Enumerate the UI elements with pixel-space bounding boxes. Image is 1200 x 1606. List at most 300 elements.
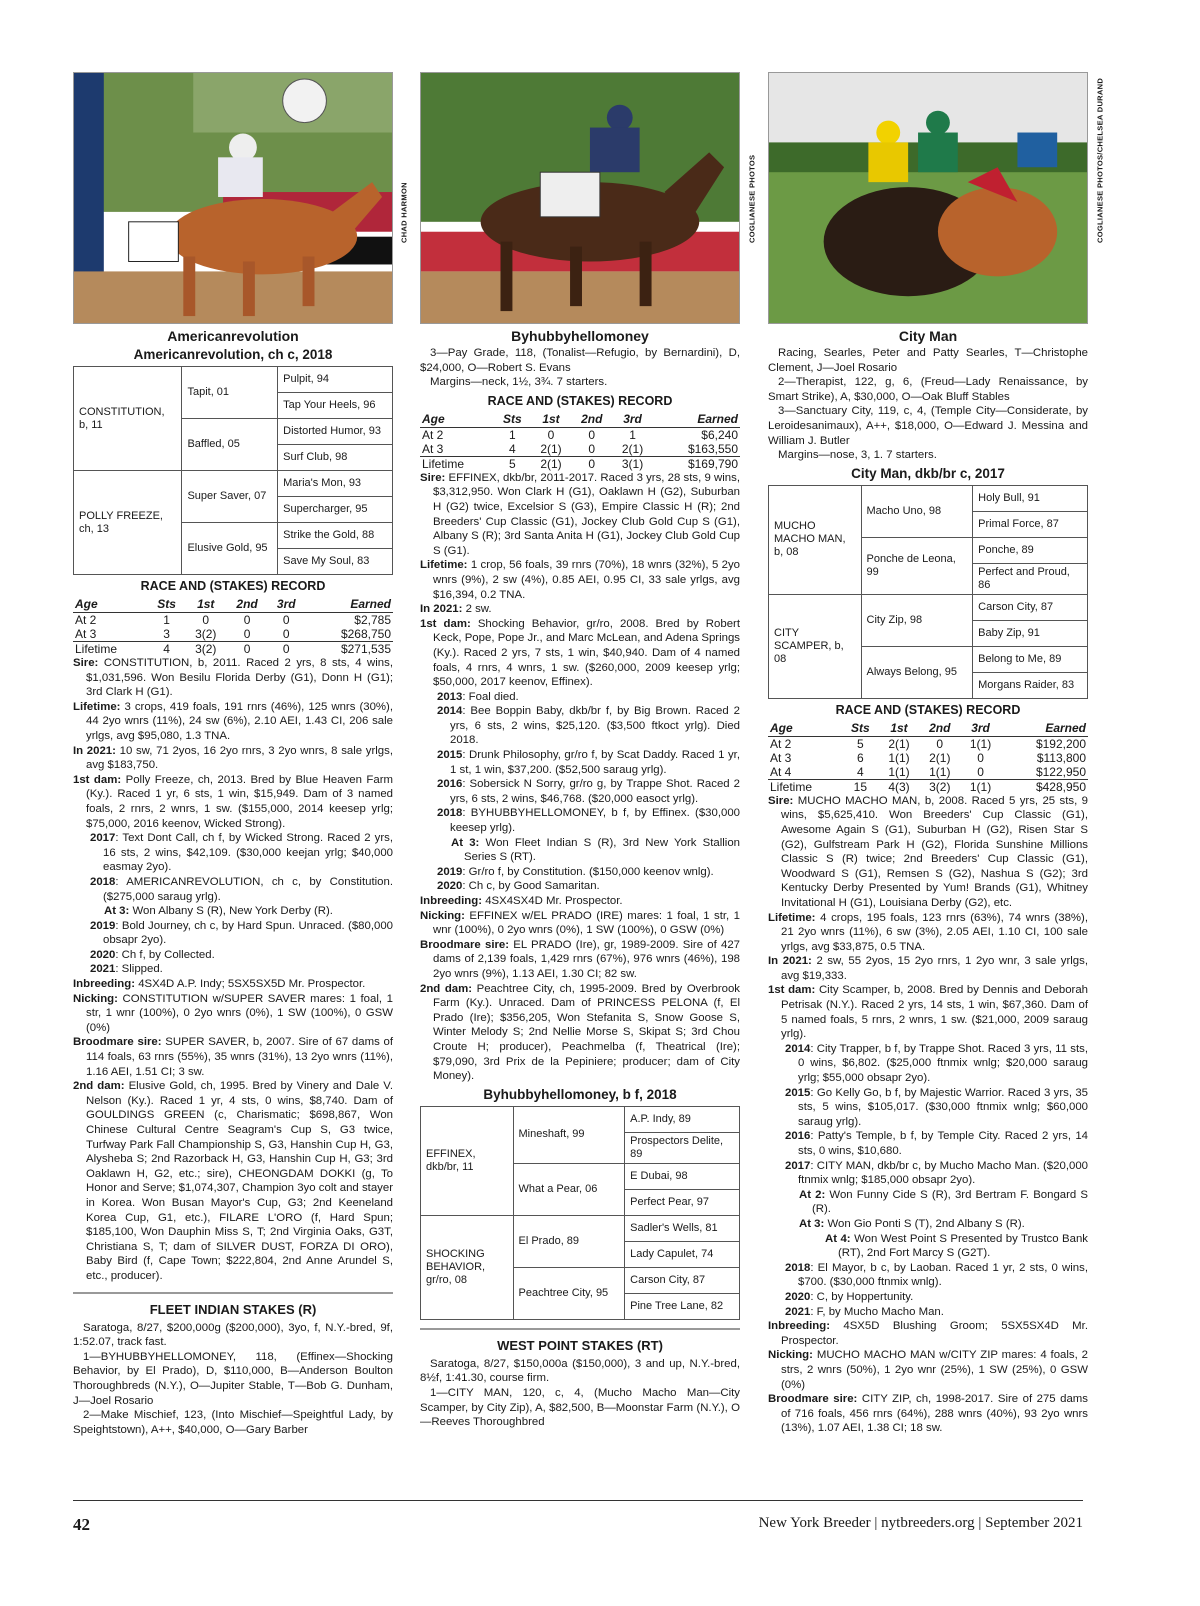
record-cell: 4	[856, 764, 864, 779]
body-paragraph	[73, 992, 393, 1036]
paragraph-text: Won Gio Ponti S (T), 2nd Albany S (R).	[827, 1217, 1025, 1230]
pedigree-dam: SHOCKING BEHAVIOR, gr/ro, 08	[421, 1215, 514, 1319]
pedigree-ancestor: Save My Soul, 83	[278, 549, 393, 575]
pedigree-dam: POLLY FREEZE, ch, 13	[74, 471, 182, 575]
pedigree-ancestor: Pine Tree Lane, 82	[625, 1293, 740, 1319]
paragraph-text: Won West Point S Presented by Trustco Bank (RT), 2nd Fort Marcy S (G2T).	[838, 1232, 1089, 1260]
paragraph-text: 4SX4SX4D Mr. Prospector.	[485, 895, 623, 907]
record-title: RACE AND (STAKES) RECORD	[140, 579, 326, 593]
pedigree-grandparent: What a Pear, 06	[513, 1163, 625, 1215]
record-cell: 1(1)	[969, 736, 992, 751]
paragraph-text: 2 sw.	[465, 603, 492, 616]
pedigree-ancestor: Supercharger, 95	[278, 497, 393, 523]
record-cell: 0	[936, 736, 944, 751]
pedigree-sire: CONSTITUTION, b, 11	[74, 367, 182, 471]
paragraph-text: : Go Kelly Go, b f, by Majestic Warrior. Raced 3 yrs, 35 sts, 5 wins, $105,017. ($30,000 ftnmix wnlg; $60,000 saraug yrlg).	[798, 1086, 1088, 1128]
pedigree-ancestor: Strike the Gold, 88	[278, 523, 393, 549]
record-row	[73, 613, 393, 628]
body-paragraph	[420, 938, 740, 982]
body-text	[420, 471, 740, 1084]
race-record-table	[420, 411, 740, 471]
paragraph-label: 2014	[437, 705, 463, 718]
paragraph-text: MUCHO MACHO MAN, b, 2008. Raced 5 yrs, 25 sts, 9 wins, $5,625,410. Won Breeders' Cup Classic (G1), Awesome Again S (G1), Suburban H (G2), Risen Star S (G2), Gulfstream Park H (G2), Florida Sunshine Millions Classic S (R) twice; 2nd Breeders' Cup Classic (G1), Woodward S (G1), Remsen S (G2), Nashua S (G2); 3rd Kentucky Derby Presented by Yum! Brands (G1), Whitney Invitational H (G1), Louisiana Derby (G2), etc.	[781, 794, 1088, 909]
paragraph-label: Inbreeding:	[768, 1320, 844, 1333]
pedigree-grandparent: Baffled, 05	[182, 419, 278, 471]
page-number: 42	[73, 1515, 90, 1534]
record-cell: 0	[977, 764, 984, 779]
paragraph-label: At 3:	[104, 905, 133, 918]
pedigree-title: City Man, dkb/br c, 2017	[851, 465, 1005, 481]
record-cell: $6,240	[701, 427, 738, 442]
pedigree-grandparent: Macho Uno, 98	[861, 485, 973, 537]
racehorse-photo-icon	[74, 73, 392, 323]
record-header: 1st	[879, 720, 920, 737]
pedigree-ancestor: Distorted Humor, 93	[278, 419, 393, 445]
pedigree-table	[768, 485, 1088, 699]
result-paragraph: Racing, Searles, Peter and Patty Searles, T—Christophe Clement, J—Joel Rosario	[768, 347, 1088, 374]
pedigree-ancestor: Ponche, 89	[973, 537, 1088, 563]
paragraph-label: 2017	[90, 832, 116, 845]
paragraph-text: City Scamper, b, 2008. Bred by Dennis and Deborah Petrisak (N.Y.). Raced 2 yrs, 14 sts, 1 win, $67,360. Dam of 5 named foals, 5 rnrs, 2 wnrs, 1 sw. ($21,000, 2009 saraug yrlg).	[781, 984, 1088, 1041]
record-cell: 3(2)	[919, 779, 960, 794]
record-header-row	[768, 720, 1088, 737]
body-paragraph	[73, 977, 393, 992]
pedigree-ancestor: Carson City, 87	[973, 594, 1088, 620]
pedigree-grandparent: City Zip, 98	[861, 594, 973, 646]
body-paragraph	[768, 1348, 1088, 1392]
record-header-row	[73, 596, 393, 613]
body-paragraph	[420, 690, 740, 705]
record-cell: $163,550	[687, 441, 738, 456]
paragraph-text: : Drunk Philosophy, gr/ro f, by Scat Daddy. Raced 1 yr, 1 st, 1 win, $37,200. ($52,500 saraug yrlg).	[450, 749, 740, 776]
record-cell: 5	[856, 736, 864, 751]
record-cell: 15	[842, 779, 879, 794]
paragraph-label: 2nd dam:	[420, 982, 477, 995]
paragraph-label: Broodmare sire:	[73, 1036, 166, 1049]
result-paragraph: Margins—nose, 3, 1. 7 starters.	[778, 449, 937, 462]
pedigree-grandparent: Elusive Gold, 95	[182, 523, 278, 575]
paragraph-label: 2015	[785, 1086, 811, 1099]
body-paragraph	[420, 865, 740, 880]
body-paragraph	[768, 1290, 1088, 1305]
paragraph-label: 1st dam:	[420, 617, 478, 630]
record-header: Age	[73, 596, 148, 613]
record-header: Age	[420, 411, 494, 428]
paragraph-text: 1 crop, 56 foals, 39 rnrs (70%), 18 wnrs (32%), 5 2yo wnrs (9%), 2 sw (4%), 0.85 AEI, 0.95 CI, 33 sale yrlgs, avg $16,394, 0.2 TNA.	[433, 559, 740, 601]
race-record-table	[768, 720, 1088, 794]
record-header: 2nd	[919, 720, 960, 737]
paragraph-label: Nicking:	[420, 909, 470, 922]
body-paragraph	[420, 806, 740, 835]
body-paragraph	[73, 1079, 393, 1283]
paragraph-label: 2019	[90, 919, 116, 932]
record-cell: $428,950	[1001, 779, 1088, 794]
record-header: 1st	[531, 411, 572, 428]
record-cell: 0	[243, 627, 251, 641]
pedigree-grandparent: Tapit, 01	[182, 367, 278, 419]
pedigree-grandparent: Ponche de Leona, 99	[861, 537, 973, 594]
pedigree-ancestor: Surf Club, 98	[278, 445, 393, 471]
paragraph-label: 2014	[785, 1042, 811, 1055]
racehorse-photo-icon	[421, 73, 739, 323]
paragraph-label: Sire:	[768, 794, 798, 807]
body-paragraph	[420, 982, 740, 1084]
paragraph-text: : El Mayor, b c, by Laoban. Raced 1 yr, 2 sts, 0 wins, $700. ($30,000 ftnmix wnlg).	[798, 1261, 1088, 1289]
pedigree-grandparent: El Prado, 89	[513, 1215, 625, 1267]
body-paragraph	[768, 1217, 1088, 1232]
paragraph-label: 2016	[785, 1130, 811, 1143]
pedigree-title: Byhubbyhellomoney, b f, 2018	[483, 1086, 677, 1102]
pedigree-ancestor: Baby Zip, 91	[973, 620, 1088, 646]
body-paragraph	[420, 909, 740, 938]
record-cell: At 2	[75, 613, 97, 627]
body-paragraph	[768, 1086, 1088, 1130]
paragraph-text: 4 crops, 195 foals, 123 rnrs (63%), 74 wnrs (38%), 21 2yo wnrs (11%), 6 sw (3%), 2.05 AEI, 1.10 CI, 100 sale yrlgs, avg $33,875, 0.5 TNA.	[781, 911, 1088, 953]
record-header: 1st	[185, 596, 226, 613]
record-cell: 2(1)	[621, 441, 644, 456]
paragraph-label: 2018	[90, 875, 116, 888]
paragraph-label: Nicking:	[768, 1349, 817, 1362]
record-cell: 0	[571, 456, 612, 471]
paragraph-label: At 2:	[799, 1188, 830, 1201]
body-paragraph	[768, 1159, 1088, 1188]
record-lifetime-row	[768, 779, 1088, 794]
record-cell: 0	[202, 613, 210, 627]
body-paragraph	[420, 602, 740, 617]
paragraph-text: SUPER SAVER, b, 2007. Sire of 67 dams of 114 foals, 63 rnrs (55%), 35 wnrs (31%), 13 2yo wnrs (11%), 1.16 AEI, 1.51 CI; 3 sw.	[86, 1036, 393, 1078]
paragraph-text: EFFINEX w/EL PRADO (IRE) mares: 1 foal, 1 str, 1 wnr (100%), 0 2yo wnrs (0%), 1 SW (100%), 0 GSW (0%)	[433, 909, 740, 937]
paragraph-label: In 2021:	[768, 955, 817, 968]
body-paragraph	[768, 1042, 1088, 1086]
pedigree-ancestor: Pulpit, 94	[278, 367, 393, 393]
paragraph-text: 4SX5D Blushing Groom; 5SX5SX4D Mr. Prospector.	[781, 1320, 1088, 1347]
paragraph-text: CITY ZIP, ch, 1998-2017. Sire of 275 dams of 716 foals, 456 rnrs (64%), 288 wnrs (40%), 93 2yo wnrs (13%), 1.07 AEI, 1.38 CI; 18 sw.	[781, 1393, 1088, 1435]
paragraph-text: : Bold Journey, ch c, by Hard Spun. Unraced. ($80,000 obsapr 2yo).	[103, 919, 393, 947]
pedigree-table	[73, 366, 393, 575]
paragraph-label: In 2021:	[73, 744, 120, 757]
body-paragraph	[73, 875, 393, 904]
paragraph-text: Polly Freeze, ch, 2013. Bred by Blue Heaven Farm (Ky.). Raced 1 yr, 6 sts, 1 win, $15,949. Dam of 3 named foals, 2 rnrs, 2 wnrs, 1 sw. ($155,000, 2014 keesep yrlg; $75,000, 2016 keenov, Wicked Strong).	[86, 773, 394, 830]
body-paragraph	[768, 794, 1088, 911]
body-paragraph	[420, 558, 740, 602]
stakes-text	[73, 1321, 393, 1438]
pedigree-ancestor: Holy Bull, 91	[973, 485, 1088, 511]
paragraph-label: 2015	[437, 749, 463, 762]
pedigree-grandparent: Always Belong, 95	[861, 646, 973, 698]
body-text	[768, 794, 1088, 1436]
photo-americanrevolution	[73, 72, 393, 324]
race-record-table	[73, 596, 393, 656]
record-cell: $192,200	[1035, 736, 1086, 751]
record-header: 2nd	[226, 596, 267, 613]
stakes-paragraph: 2—Make Mischief, 123, (Into Mischief—Speightful Lady, by Speightstown), A++, $40,000, O—Gary Barber	[73, 1409, 393, 1436]
body-paragraph	[768, 1392, 1088, 1436]
record-cell: 1	[629, 427, 636, 442]
result-paragraph: Margins—neck, 1½, 3¾. 7 starters.	[430, 376, 608, 389]
paragraph-label: 1st dam:	[73, 773, 126, 786]
record-cell: 0	[588, 427, 596, 442]
paragraph-text: : City Trapper, b f, by Trappe Shot. Raced 3 yrs, 11 sts, 0 wins, $6,802. ($25,000 ftnmix wnlg; $20,000 saraug yrlg; $55,000 obsapr 2yo).	[798, 1042, 1088, 1085]
record-header: Sts	[148, 596, 185, 613]
record-title: RACE AND (STAKES) RECORD	[487, 393, 673, 408]
body-paragraph	[420, 879, 740, 894]
body-paragraph	[768, 1232, 1088, 1261]
record-cell: At 4	[770, 764, 792, 779]
pedigree-ancestor: Perfect Pear, 97	[625, 1189, 740, 1215]
body-paragraph	[73, 1035, 393, 1079]
paragraph-text: : Ch c, by Good Samaritan.	[462, 880, 600, 893]
record-cell: $268,750	[340, 627, 391, 641]
result-text	[768, 346, 1088, 463]
paragraph-text: 3 crops, 419 foals, 191 rnrs (46%), 125 wnrs (30%), 44 2yo wnrs (11%), 24 sw (6%), 2.10 AEI, 1.43 CI, 206 sale yrlgs, avg $95,080, 1.3 TNA.	[86, 700, 393, 742]
paragraph-text: 10 sw, 71 2yos, 16 2yo rnrs, 3 2yo wnrs, 8 sale yrlgs, avg $183,750.	[86, 744, 393, 772]
paragraph-label: 2021	[90, 963, 116, 976]
paragraph-text: Elusive Gold, ch, 1995. Bred by Vinery and Dale V. Nelson (Ky.). Raced 1 yr, 4 sts, 0 wins, $8,740. Dam of GOULDINGS GREEN (c, Charismatic; $698,867, Won Chinese Cultural Centre Seagram's Cup S, G3 twice, Turfway Park Fall Championship S, G3, Hanshin Cup H, G3, Alysheba S; 2nd Razorback H, G3, Hanshin Cup H, G3; 3rd Oaklawn H, G2, etc.; sire), CHEONGDAM DOKKI (g, To Honor and Serve; $1,074,307, Champion 3yo colt and stayer in Korea. Won Busan Mayor's Cup, G3; 2nd Keeneland Korea Cup, G1, etc.), FILARE L'ORO (f, Hard Spun; $185,100, Won Dauphin Miss S, T; 2nd Virginia Oaks, G3T, Christiana S, T; dam of SILVER DUST, FORZA DI ORO), Baby Bird (f, Cape Town; $222,804, 2nd Anne Arundel S, etc., producer).	[86, 1080, 393, 1282]
publication-line: New York Breeder | nytbreeders.org | September 2021	[758, 1515, 1083, 1531]
pedigree-dam: CITY SCAMPER, b, 08	[769, 594, 862, 698]
body-paragraph	[420, 894, 740, 909]
paragraph-label: 2013	[437, 690, 463, 703]
body-paragraph	[73, 744, 393, 773]
paragraph-label: Inbreeding:	[420, 895, 486, 907]
record-cell: 2(1)	[540, 441, 562, 456]
paragraph-text: EL PRADO (Ire), gr, 1989-2009. Sire of 427 dams of 2,139 foals, 1,429 rnrs (67%), 976 wnrs (46%), 198 2yo wnrs (9%), 1.13 AEI, 1.30 CI; 82 sw.	[433, 938, 740, 980]
stakes-title: WEST POINT STAKES (RT)	[420, 1328, 740, 1353]
record-header: Earned	[1001, 720, 1088, 737]
record-cell: 0	[268, 642, 305, 657]
photo-credit: COGLIANESE PHOTOS/CHELSEA DURAND	[1095, 77, 1105, 243]
paragraph-label: 2nd dam:	[73, 1080, 129, 1093]
photo-byhubbyhellomoney	[420, 72, 740, 324]
record-header: Earned	[653, 411, 740, 428]
paragraph-label: 2018	[785, 1261, 811, 1274]
photo-caption: City Man	[898, 328, 958, 344]
record-cell: 2(1)	[888, 736, 910, 751]
body-paragraph	[73, 948, 393, 963]
record-cell: $271,535	[305, 642, 393, 657]
body-paragraph	[420, 836, 740, 865]
record-cell: $169,790	[653, 456, 740, 471]
paragraph-text: : Bee Boppin Baby, dkb/br f, by Big Brown. Raced 2 yrs, 6 sts, 2 wins, $25,120. ($3,500 ftkoct yrlg). Died 2018.	[450, 705, 740, 747]
paragraph-label: At 3:	[451, 836, 486, 849]
racehorse-photo-icon	[769, 73, 1087, 323]
paragraph-text: : Sobersick N Sorry, gr/ro g, by Trappe Shot. Raced 2 yrs, 6 sts, 2 wins, $46,768. ($20,000 easoct yrlg).	[450, 778, 740, 805]
paragraph-text: : Slipped.	[115, 963, 163, 976]
paragraph-label: Sire:	[420, 471, 449, 484]
page-footer	[73, 1500, 1083, 1534]
paragraph-label: Lifetime:	[73, 700, 125, 713]
pedigree-ancestor: Primal Force, 87	[973, 511, 1088, 537]
body-paragraph	[73, 831, 393, 875]
paragraph-text: : Gr/ro f, by Constitution. ($150,000 keenov wnlg).	[462, 865, 714, 878]
body-paragraph	[420, 617, 740, 690]
photo-credit: CHAD HARMON	[399, 182, 409, 243]
record-cell: 1(1)	[888, 750, 910, 765]
pedigree-ancestor: E Dubai, 98	[625, 1163, 740, 1189]
record-cell: At 3	[75, 627, 97, 641]
body-paragraph	[768, 1305, 1088, 1320]
result-paragraph: 2—Therapist, 122, g, 6, (Freud—Lady Renaissance, by Smart Strike), A, $30,000, O—Oak Bluff Stables	[768, 376, 1088, 403]
record-cell: At 2	[770, 736, 792, 751]
body-paragraph	[768, 1188, 1088, 1217]
record-cell: 3	[163, 627, 170, 641]
record-cell: At 3	[770, 750, 792, 765]
body-paragraph	[768, 1261, 1088, 1290]
column-2	[420, 72, 740, 1430]
pedigree-ancestor: Prospectors Delite, 89	[625, 1132, 740, 1163]
photo-credit: COGLIANESE PHOTOS	[747, 154, 757, 243]
body-paragraph	[420, 748, 740, 777]
record-cell: $113,800	[1036, 750, 1086, 765]
pedigree-ancestor: Carson City, 87	[625, 1267, 740, 1293]
record-cell: 6	[856, 750, 864, 765]
body-paragraph	[768, 1129, 1088, 1158]
record-row	[768, 765, 1088, 780]
pedigree-ancestor: Tap Your Heels, 96	[278, 393, 393, 419]
body-paragraph	[73, 962, 393, 977]
body-paragraph	[73, 656, 393, 700]
photo-caption: Byhubbyhellomoney	[511, 328, 649, 344]
paragraph-label: In 2021:	[420, 603, 466, 616]
paragraph-label: Broodmare sire:	[768, 1393, 862, 1406]
paragraph-text: : Text Dont Call, ch f, by Wicked Strong. Raced 2 yrs, 16 sts, 2 wins, $42,109. ($30,000 keejan yrlg; $40,000 easmay 2yo).	[103, 832, 393, 874]
record-cell: $2,785	[354, 613, 391, 627]
paragraph-label: Lifetime:	[420, 559, 471, 572]
paragraph-text: : C, by Hoppertunity.	[810, 1290, 914, 1303]
pedigree-ancestor: Maria's Mon, 93	[278, 471, 393, 497]
paragraph-label: 1st dam:	[768, 984, 819, 997]
record-cell: 3(2)	[195, 627, 217, 641]
record-cell: 2(1)	[929, 750, 951, 765]
paragraph-text: CONSTITUTION w/SUPER SAVER mares: 1 foal, 1 str, 1 wnr (100%), 0 2yo wnrs (0%), 1 SW (100%), 0 GSW (0%)	[86, 992, 393, 1034]
paragraph-text: CONSTITUTION, b, 2011. Raced 2 yrs, 8 sts, 4 wins, $1,031,596. Won Besilu Florida Derby (G1), Donn H (G1); 3rd Clark H (G1).	[86, 657, 393, 699]
paragraph-text: Won Fleet Indian S (R), 3rd New York Stallion Series S (RT).	[464, 836, 740, 864]
record-cell: 0	[977, 750, 984, 765]
record-cell: 0	[282, 627, 290, 641]
paragraph-text: Won Albany S (R), New York Derby (R).	[132, 905, 333, 918]
paragraph-label: Inbreeding:	[73, 978, 139, 991]
record-header: Earned	[305, 596, 393, 613]
paragraph-label: Nicking:	[73, 992, 123, 1005]
record-lifetime-row	[73, 642, 393, 657]
pedigree-grandparent: Peachtree City, 95	[513, 1267, 625, 1319]
body-paragraph	[768, 911, 1088, 955]
record-cell: 0	[243, 613, 251, 627]
record-cell: 1(1)	[888, 764, 910, 779]
photo-city-man	[768, 72, 1088, 324]
pedigree-ancestor: Belong to Me, 89	[973, 646, 1088, 672]
record-header: 3rd	[612, 411, 653, 428]
paragraph-label: 2017	[785, 1159, 811, 1172]
record-cell: 1(1)	[960, 779, 1001, 794]
pedigree-ancestor: Sadler's Wells, 81	[625, 1215, 740, 1241]
paragraph-label: Broodmare sire:	[420, 938, 514, 951]
result-paragraph: 3—Pay Grade, 118, (Tonalist—Refugio, by Bernardini), D, $24,000, O—Robert S. Evans	[420, 347, 740, 374]
paragraph-text: : CITY MAN, dkb/br c, by Mucho Macho Man. ($20,000 ftnmix wnlg; $185,000 obsapr 2yo).	[798, 1159, 1088, 1187]
stakes-text	[420, 1357, 740, 1430]
body-paragraph	[768, 1319, 1088, 1348]
record-cell: 4	[508, 441, 516, 456]
record-row	[73, 627, 393, 642]
paragraph-label: Lifetime:	[768, 911, 821, 924]
record-header: Sts	[494, 411, 531, 428]
paragraph-text: Peachtree City, ch, 1995-2009. Bred by Overbrook Farm (Ky.). Unraced. Dam of PRINCESS PELONA (f, El Prado (Ire); $356,205, Won Stefanita S, Snow Goose S, Winter Melody S; 2nd Nellie Morse S, Skipat S; 3rd Chou Croute H; producer), Peachmelba (f, Theatrical (Ire); $79,090, 3rd Prix de la Pepiniere; producer; dam of City Money).	[433, 982, 740, 1083]
paragraph-text: 4SX4D A.P. Indy; 5SX5SX5D Mr. Prospector.	[138, 978, 366, 991]
body-paragraph	[768, 983, 1088, 1041]
paragraph-text: : BYHUBBYHELLOMONEY, b f, by Effinex. ($30,000 keesep yrlg).	[450, 807, 740, 835]
pedigree-sire: MUCHO MACHO MAN, b, 08	[769, 485, 862, 594]
paragraph-label: At 3:	[799, 1217, 828, 1230]
paragraph-label: 2020	[90, 948, 116, 961]
record-title: RACE AND (STAKES) RECORD	[835, 702, 1021, 717]
pedigree-table	[420, 1106, 740, 1320]
paragraph-text: : F, by Mucho Macho Man.	[810, 1305, 944, 1318]
stakes-title: FLEET INDIAN STAKES (R)	[73, 1292, 393, 1317]
paragraph-text: : AMERICANREVOLUTION, ch c, by Constitution. ($275,000 saraug yrlg).	[103, 875, 393, 903]
record-cell: 0	[226, 642, 267, 657]
record-cell: At 2	[422, 427, 444, 442]
record-lifetime-row	[420, 456, 740, 471]
record-cell: 4(3)	[879, 779, 920, 794]
record-header: 3rd	[960, 720, 1001, 737]
pedigree-ancestor: Perfect and Proud, 86	[973, 563, 1088, 594]
record-cell: $122,950	[1035, 764, 1086, 779]
photo-caption: Americanrevolution	[167, 328, 299, 344]
paragraph-label: 2016	[437, 778, 463, 791]
record-cell: 4	[148, 642, 185, 657]
record-cell: At 3	[422, 441, 444, 456]
paragraph-text: Shocking Behavior, gr/ro, 2008. Bred by Robert Keck, Pope, Pope Jr., and Marc McLean, and Adena Springs (Ky.). Raced 2 yrs, 7 sts, 1 win, $40,940. Dam of 4 named foals, 4 rnrs, 4 wnrs, 1 sw. ($260,000, 2009 keesep yrlg; $50,000, 2017 keenov, Effinex).	[433, 617, 740, 689]
record-cell: Lifetime	[73, 642, 148, 657]
result-text	[420, 346, 740, 390]
stakes-paragraph: Saratoga, 8/27, $200,000g ($200,000), 3yo, f, N.Y.-bred, 9f, 1:52.07, track fast.	[73, 1321, 393, 1349]
pedigree-ancestor: A.P. Indy, 89	[625, 1106, 740, 1132]
column-1	[73, 72, 393, 1437]
record-cell: 1(1)	[929, 764, 951, 779]
record-cell: Lifetime	[420, 456, 494, 471]
paragraph-text: : Foal died.	[462, 690, 519, 703]
record-cell: 0	[588, 441, 596, 456]
paragraph-text: : Ch f, by Collected.	[115, 948, 215, 961]
record-header: Age	[768, 720, 842, 737]
body-paragraph	[768, 954, 1088, 983]
paragraph-label: 2021	[785, 1305, 811, 1318]
pedigree-ancestor: Morgans Raider, 83	[973, 672, 1088, 698]
record-cell: 3(2)	[185, 642, 226, 657]
paragraph-label: 2018	[437, 807, 463, 820]
record-header: 3rd	[268, 596, 305, 613]
body-paragraph	[420, 704, 740, 748]
paragraph-label: 2020	[785, 1290, 811, 1303]
paragraph-text: 2 sw, 55 2yos, 15 2yo rnrs, 1 2yo wnr, 3 sale yrlgs, avg $19,333.	[781, 955, 1089, 982]
record-row	[768, 736, 1088, 751]
record-header: 2nd	[571, 411, 612, 428]
stakes-paragraph: Saratoga, 8/27, $150,000a ($150,000), 3 and up, N.Y.-bred, 8½f, 1:41.30, course firm.	[420, 1357, 740, 1385]
result-paragraph: 3—Sanctuary City, 119, c, 4, (Temple City—Considerate, by Leroidesanimaux), A++, $18,000, O—Edward J. Messina and William J. Butler	[768, 405, 1088, 447]
record-cell: 3(1)	[612, 456, 653, 471]
pedigree-sire: EFFINEX, dkb/br, 11	[421, 1106, 514, 1215]
record-row	[420, 427, 740, 442]
paragraph-label: 2020	[437, 880, 463, 893]
record-cell: 1	[163, 613, 170, 627]
record-header: Sts	[842, 720, 879, 737]
pedigree-grandparent: Mineshaft, 99	[513, 1106, 625, 1163]
paragraph-label: Sire:	[73, 657, 104, 669]
record-cell: 5	[494, 456, 531, 471]
record-header-row	[420, 411, 740, 428]
paragraph-label: 2019	[437, 865, 463, 878]
record-cell: 0	[547, 427, 555, 442]
